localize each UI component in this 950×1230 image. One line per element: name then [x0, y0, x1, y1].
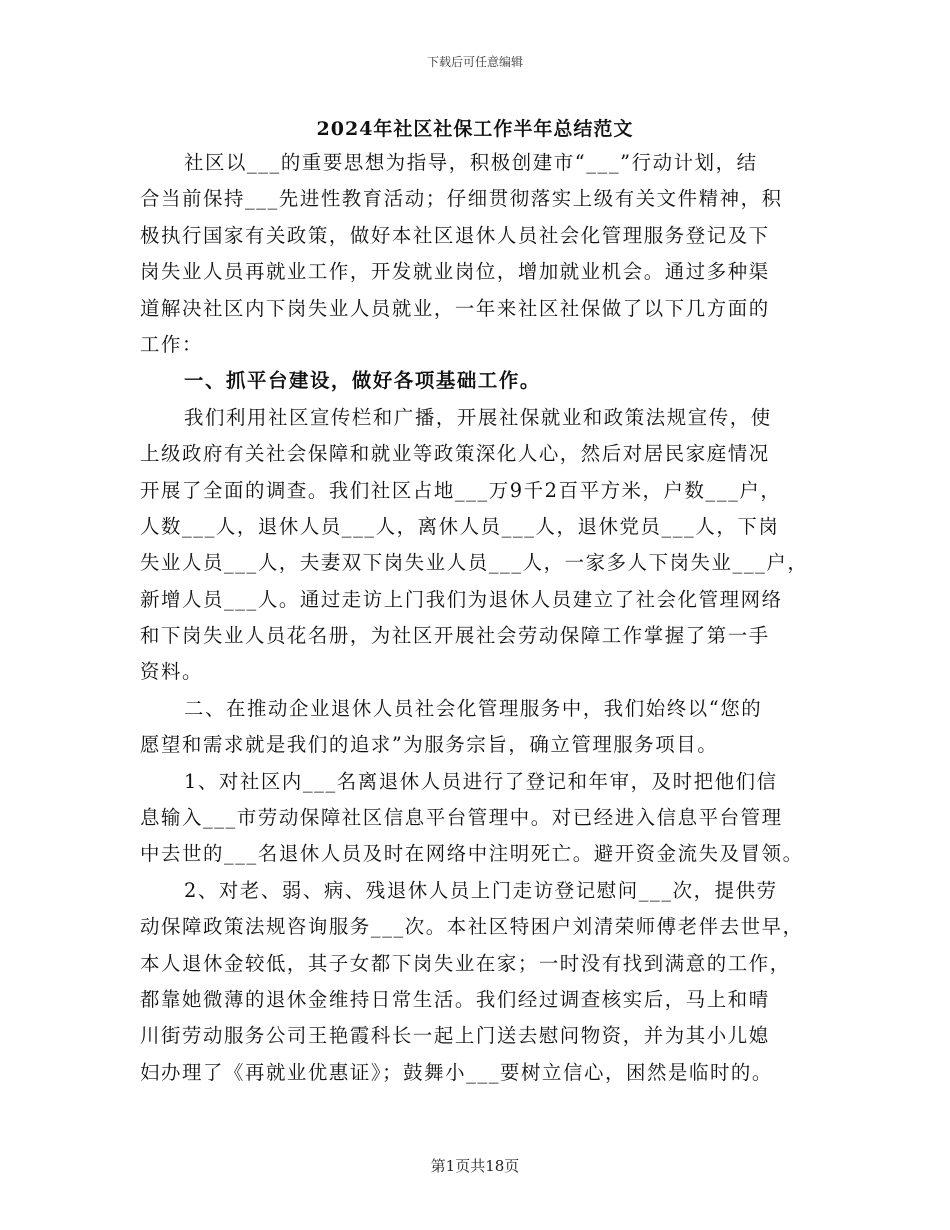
paragraph-line: 人数___人，退休人员___人，离休人员___人，退休党员___人，下岗: [140, 514, 780, 538]
paragraph-line: 都靠她微薄的退休金维持日常生活。我们经过调查核实后，马上和晴: [140, 987, 770, 1011]
paragraph-line: 妇办理了《再就业优惠证》；鼓舞小___要树立信心，困然是临时的。: [140, 1060, 773, 1084]
paragraph-line: 1、对社区内___名离退休人员进行了登记和年审，及时把他们信: [184, 769, 778, 793]
paragraph-line: 动保障政策法规咨询服务___次。本社区特困户刘清荣师傅老伴去世早，: [140, 915, 804, 939]
paragraph-line: 资料。: [140, 660, 203, 684]
paragraph-line: 和下岗失业人员花名册，为社区开展社会劳动保障工作掌握了第一手: [140, 624, 770, 648]
paragraph-line: 川街劳动服务公司王艳霞科长一起上门送去慰问物资，并为其小儿媳: [140, 1024, 770, 1048]
page-number-footer: 第1页共18页: [430, 1157, 520, 1175]
paragraph-line: 新增人员___人。通过走访上门我们为退休人员建立了社会化管理网络: [140, 587, 783, 611]
paragraph-line: 愿望和需求就是我们的追求”为服务宗旨，确立管理服务项目。: [140, 733, 719, 757]
header-note: 下载后可任意编辑: [426, 55, 523, 69]
paragraph-line: 息输入___市劳动保障社区信息平台管理中。对已经进入信息平台管理: [140, 806, 783, 830]
paragraph-line: 岗失业人员再就业工作，开发就业岗位，增加就业机会。通过多种渠: [140, 260, 770, 284]
section-heading: 一、抓平台建设，做好各项基础工作。: [184, 369, 541, 393]
paragraph-line: 二、在推动企业退休人员社会化管理服务中，我们始终以“您的: [184, 696, 763, 720]
paragraph-line: 道解决社区内下岗失业人员就业，一年来社区社保做了以下几方面的: [140, 296, 770, 320]
paragraph-line: 工作：: [140, 332, 203, 356]
paragraph-line: 开展了全面的调查。我们社区占地___万9千2百平方米，户数___户，: [140, 478, 782, 502]
paragraph-line: 2、对老、弱、病、残退休人员上门走访登记慰问___次，提供劳: [184, 878, 778, 902]
paragraph-line: 中去世的___名退休人员及时在网络中注明死亡。避开资金流失及冒领。: [140, 842, 804, 866]
paragraph-line: 上级政府有关社会保障和就业等政策深化人心，然后对居民家庭情况: [140, 442, 770, 466]
paragraph-line: 本人退休金较低，其子女都下岗失业在家；一时没有找到满意的工作，: [140, 951, 791, 975]
paragraph-line: 极执行国家有关政策，做好本社区退休人员社会化管理服务登记及下: [140, 223, 770, 247]
paragraph-line: 我们利用社区宣传栏和广播，开展社保就业和政策法规宣传，使: [184, 405, 772, 429]
document-body: [140, 145, 820, 1091]
paragraph-line: 失业人员___人，夫妻双下岗失业人员___人，一家多人下岗失业___户，: [140, 551, 809, 575]
paragraph-line: 社区以___的重要思想为指导，积极创建市“___”行动计划，结: [184, 151, 758, 174]
paragraph-line: 合当前保持___先进性教育活动；仔细贯彻落实上级有关文件精神，积: [140, 187, 783, 211]
document-title: 2024年社区社保工作半年总结范文: [316, 118, 634, 140]
